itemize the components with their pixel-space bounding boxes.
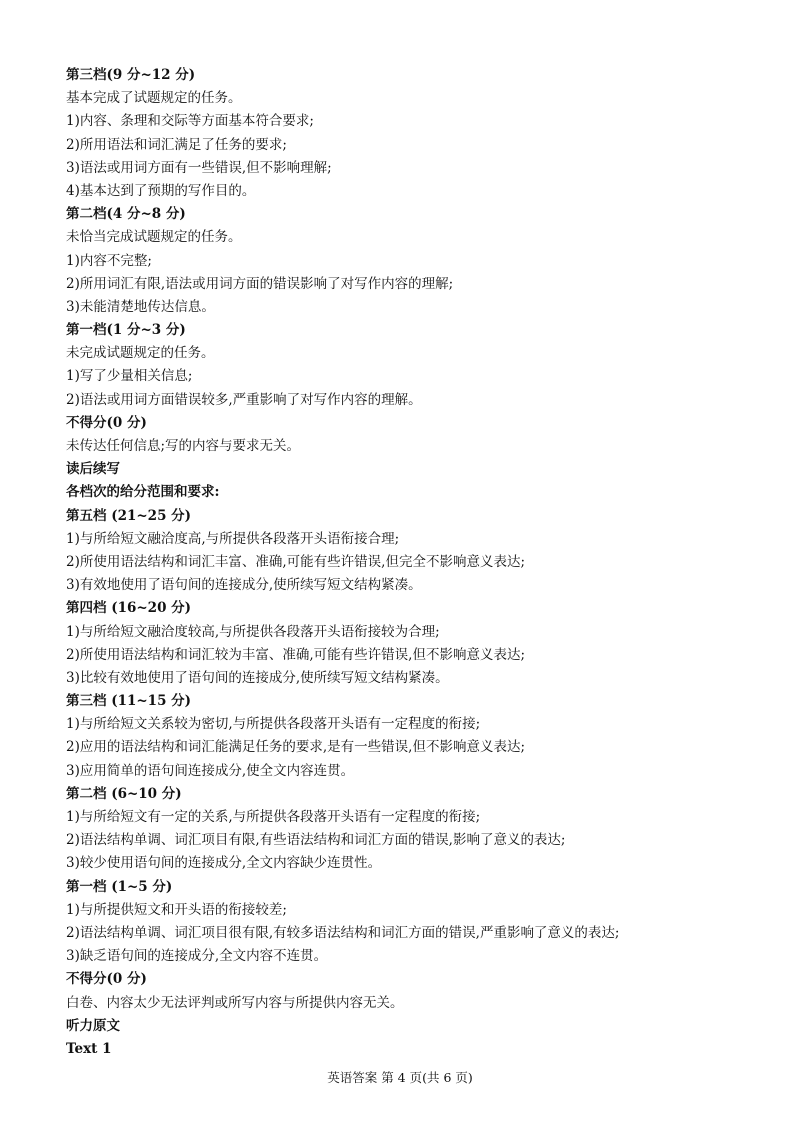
text-line: 1)与所提供短文和开头语的衔接较差;	[66, 901, 287, 918]
section-heading: 第三档(9 分~12 分)	[66, 67, 196, 83]
text-line: 3)比较有效地使用了语句间的连接成分,使所续写短文结构紧凑。	[66, 669, 449, 686]
text-line: 3)有效地使用了语句间的连接成分,使所续写短文结构紧凑。	[66, 577, 422, 594]
text-line: 2)应用的语法结构和词汇能满足任务的要求,是有一些错误,但不影响意义表达;	[66, 739, 525, 756]
section-heading: 第三档 (11~15 分)	[66, 693, 192, 710]
text-line: 1)与所给短文关系较为密切,与所提供各段落开头语有一定程度的衔接;	[66, 716, 481, 733]
section-heading: 不得分(0 分)	[66, 414, 147, 431]
text-line: 2)所使用语法结构和词汇丰富、准确,可能有些许错误,但完全不影响意义表达;	[66, 553, 525, 570]
text-line: 2)所用语法和词汇满足了任务的要求;	[66, 136, 287, 153]
section-heading: 第五档 (21~25 分)	[66, 507, 192, 524]
section-heading: 不得分(0 分)	[66, 971, 147, 988]
text-line: 1)内容不完整;	[66, 252, 152, 269]
section-heading: 第一档 (1~5 分)	[66, 878, 173, 895]
text-line: 2)语法结构单调、词汇项目很有限,有较多语法结构和词汇方面的错误,严重影响了意义的表达;	[66, 924, 620, 941]
text-line: 1)与所给短文融洽度高,与所提供各段落开头语衔接合理;	[66, 530, 400, 547]
text-line: 3)缺乏语句间的连接成分,全文内容不连贯。	[66, 948, 328, 965]
text-line: 白卷、内容太少无法评判或所写内容与所提供内容无关。	[66, 994, 404, 1011]
section-heading: Text 1	[66, 1040, 112, 1057]
text-line: 基本完成了试题规定的任务。	[66, 90, 242, 107]
document-body	[66, 64, 766, 1061]
text-line: 1)与所给短文融洽度较高,与所提供各段落开头语衔接较为合理;	[66, 623, 440, 640]
text-line: 3)较少使用语句间的连接成分,全文内容缺少连贯性。	[66, 855, 382, 872]
text-line: 未传达任何信息;写的内容与要求无关。	[66, 438, 301, 454]
section-heading: 听力原文	[66, 1017, 120, 1034]
section-heading: 第二档 (6~10 分)	[66, 785, 182, 802]
section-heading: 第二档(4 分~8 分)	[66, 206, 186, 223]
page-footer: 英语答案 第 4 页(共 6 页)	[327, 1070, 473, 1085]
section-heading: 各档次的给分范围和要求:	[66, 484, 220, 501]
section-heading: 读后续写	[66, 461, 120, 478]
text-line: 3)语法或用词方面有一些错误,但不影响理解;	[66, 159, 332, 176]
section-heading: 第一档(1 分~3 分)	[66, 322, 186, 339]
text-line: 2)所使用语法结构和词汇较为丰富、准确,可能有些许错误,但不影响意义表达;	[66, 646, 525, 663]
text-line: 1)与所给短文有一定的关系,与所提供各段落开头语有一定程度的衔接;	[66, 809, 481, 825]
text-line: 3)未能清楚地传达信息。	[66, 298, 215, 315]
text-line: 2)语法结构单调、词汇项目有限,有些语法结构和词汇方面的错误,影响了意义的表达;	[66, 832, 566, 849]
text-line: 1)写了少量相关信息;	[66, 368, 193, 385]
text-line: 未完成试题规定的任务。	[66, 345, 215, 362]
text-line: 2)所用词汇有限,语法或用词方面的错误影响了对写作内容的理解;	[66, 275, 454, 292]
text-line: 1)内容、条理和交际等方面基本符合要求;	[66, 113, 314, 130]
text-line: 3)应用简单的语句间连接成分,使全文内容连贯。	[66, 762, 355, 779]
text-line: 4)基本达到了预期的写作目的。	[66, 182, 256, 199]
text-line: 未恰当完成试题规定的任务。	[66, 229, 242, 246]
section-heading: 第四档 (16~20 分)	[66, 600, 192, 617]
text-line: 2)语法或用词方面错误较多,严重影响了对写作内容的理解。	[66, 391, 422, 408]
